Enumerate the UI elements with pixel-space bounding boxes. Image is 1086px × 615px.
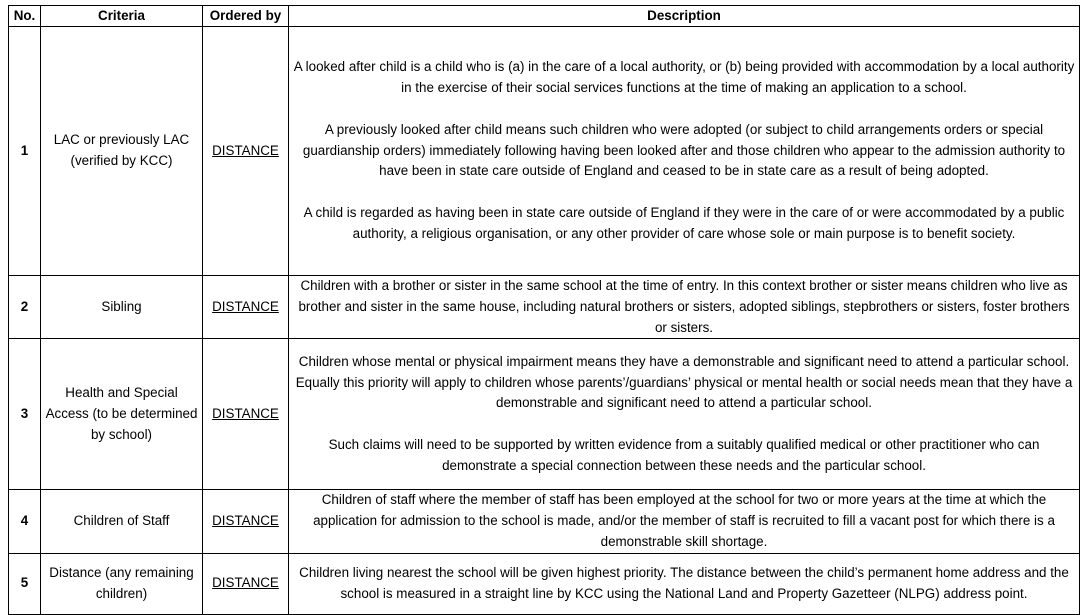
criteria-cell: LAC or previously LAC (verified by KCC) <box>41 27 203 276</box>
description-cell <box>289 339 1080 490</box>
description-cell <box>289 276 1080 339</box>
ordered-by-value: DISTANCE <box>212 513 279 529</box>
row-number: 3 <box>9 339 41 490</box>
table-row <box>9 276 1080 339</box>
description-paragraph: Children living nearest the school will be given highest priority. The distance between the child’s permanent home address and the school is measured in a straight line by KCC using the National Land and Property Gazetteer (NLPG) address point. <box>299 564 1069 601</box>
criteria-cell: Children of Staff <box>41 490 203 553</box>
criteria-cell: Health and Special Access (to be determined by school) <box>41 339 203 490</box>
description-cell <box>289 553 1080 614</box>
ordered-by-cell <box>203 276 289 339</box>
description-paragraph: Children of staff where the member of staff has been employed at the school for two or more years at the time at which the application for admission to the school is made, and/or the member of staff is recruited to fill a vacant post for which there is a demonstrable skill shortage. <box>313 492 1055 549</box>
description-paragraph: Children with a brother or sister in the same school at the time of entry. In this context brother or sister means children who live as brother and sister in the same house, including natural brothers or sisters, adopted siblings, stepbrothers or sisters, foster brothers or sisters. <box>298 278 1070 335</box>
description-paragraph: Children whose mental or physical impairment means they have a demonstrable and significant need to attend a particular school. Equally this priority will apply to children whose parents’/guardians’ physical or mental health or social needs mean that they have a demonstrable and significant need to attend a particular school. <box>295 353 1073 411</box>
table-row <box>9 490 1080 553</box>
table-row <box>9 27 1080 276</box>
description-paragraph: A previously looked after child means such children who were adopted (or subject to child arrangements orders or special guardianship orders) immediately following having been looked after and those children who appear to the admission authority to have been in state care outside of England and ceased to be in state care as a result of being adopted. <box>302 121 1066 179</box>
ordered-by-cell <box>203 339 289 490</box>
ordered-by-cell <box>203 553 289 614</box>
table-row <box>9 553 1080 614</box>
description-cell <box>289 27 1080 276</box>
description-cell <box>289 490 1080 553</box>
header-ordered-by: Ordered by <box>203 6 289 27</box>
row-number: 2 <box>9 276 41 339</box>
header-criteria: Criteria <box>41 6 203 27</box>
row-number: 5 <box>9 553 41 614</box>
description-paragraph: Such claims will need to be supported by written evidence from a suitably qualified medical or other practitioner who can demonstrate a special connection between these needs and the particular school. <box>328 437 1040 474</box>
ordered-by-value: DISTANCE <box>212 575 279 591</box>
table-header-row <box>9 6 1080 27</box>
description-paragraph: A child is regarded as having been in state care outside of England if they were in the care of or were accommodated by a public authority, a religious organisation, or any other provider of care whose sole or main purpose is to benefit society. <box>303 205 1065 241</box>
ordered-by-value: DISTANCE <box>212 405 279 421</box>
description-paragraph: A looked after child is a child who is (a) in the care of a local authority, or (b) being provided with accommodation by a local authority in the exercise of their social services functions at the time of making an application to a school. <box>293 59 1075 95</box>
criteria-cell: Sibling <box>41 276 203 339</box>
header-no: No. <box>9 6 41 27</box>
ordered-by-value: DISTANCE <box>212 298 279 314</box>
admission-criteria-table <box>8 5 1080 615</box>
table-row <box>9 339 1080 490</box>
ordered-by-cell <box>203 490 289 553</box>
header-description: Description <box>289 6 1080 27</box>
row-number: 1 <box>9 27 41 276</box>
row-number: 4 <box>9 490 41 553</box>
ordered-by-cell <box>203 27 289 276</box>
criteria-cell: Distance (any remaining children) <box>41 553 203 614</box>
ordered-by-value: DISTANCE <box>212 142 279 158</box>
